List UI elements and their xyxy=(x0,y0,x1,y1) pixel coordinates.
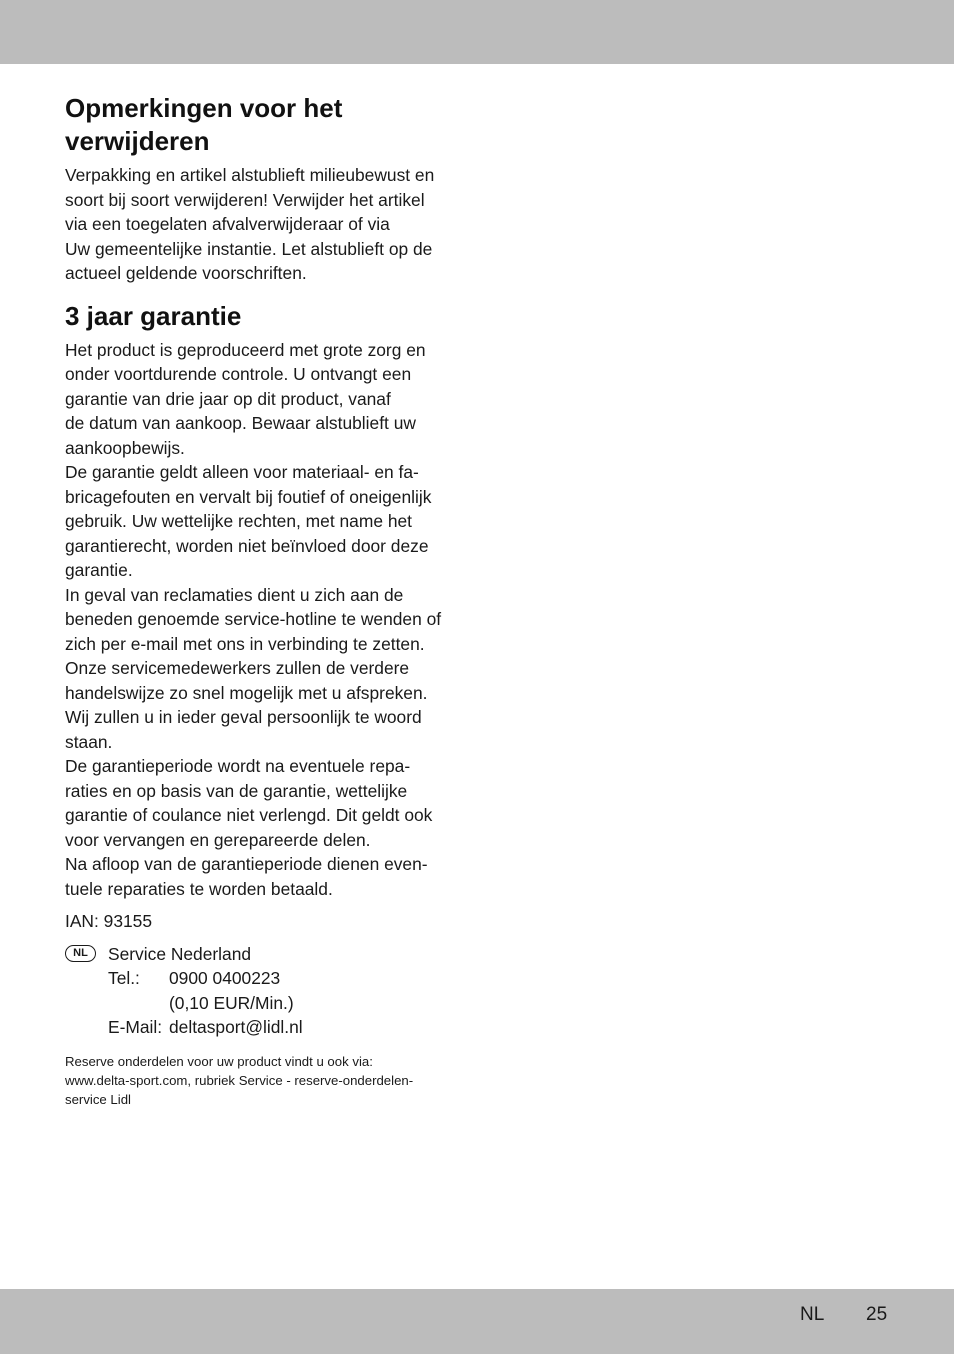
warranty-heading: 3 jaar garantie xyxy=(65,300,242,331)
service-contact-block xyxy=(65,942,461,1042)
removal-text: Verpakking en artikel alstublieft milieubewust en soort bij soort verwijderen! Verwijder het artikel via een toegelaten afvalverwijderaar of via Uw gemeentelijke instantie. Let alstublieft op de actueel geldende voorschriften. xyxy=(65,165,435,283)
country-badge: NL xyxy=(65,945,96,962)
email-label: E-Mail: xyxy=(108,1017,163,1037)
warranty-paragraph-4: De garantieperiode wordt na eventuele repa- raties en op basis van de garantie, wettelijke garantie of coulance niet verlengd. Dit geldt ook voor vervangen en gerepareerde delen. xyxy=(65,756,433,850)
phone-number: 0900 0400223 xyxy=(169,968,281,988)
phone-label: Tel.: xyxy=(108,968,140,988)
warranty-paragraph-2: De garantie geldt alleen voor materiaal- en fa- bricagefouten en vervalt bij foutief of oneigenlijk gebruik. Uw wettelijke rechten, met name het garantierecht, worden niet beïnvloed door deze garantie. xyxy=(65,462,432,580)
warranty-paragraph-3: In geval van reclamaties dient u zich aan de beneden genoemde service-hotline te wenden of zich per e-mail met ons in verbinding te zetten. Onze servicemedewerkers zullen de verdere handelswijze zo snel mogelijk met u afspreken. Wij zullen u in ieder geval persoonlijk te woord staan. xyxy=(65,584,442,752)
ian-number: IAN: 93155 xyxy=(65,911,153,931)
warranty-paragraph-5: Na afloop van de garantieperiode dienen even- tuele reparaties te worden betaald. xyxy=(65,854,428,899)
warranty-paragraph-1: Het product is geproduceerd met grote zorg en onder voortdurende controle. U ontvangt een garantie van drie jaar op dit product, vanaf de datum van aankoop. Bewaar alstublieft uw aankoopbewijs. xyxy=(65,339,426,458)
footer-language: NL xyxy=(800,1304,825,1325)
spare-parts-note: Reserve onderdelen voor uw product vindt u ook via: www.delta-sport.com, rubriek Service - reserve-onderdelen- service Lidl xyxy=(65,1053,414,1107)
removal-heading: Opmerkingen voor het verwijderen xyxy=(65,93,343,156)
page-number: 25 xyxy=(866,1304,888,1325)
call-rate: (0,10 EUR/Min.) xyxy=(169,992,294,1013)
service-title: Service Nederland xyxy=(108,943,252,964)
email-address: deltasport@lidl.nl xyxy=(169,1017,303,1037)
header-band xyxy=(0,0,954,64)
content-column xyxy=(65,92,461,1122)
